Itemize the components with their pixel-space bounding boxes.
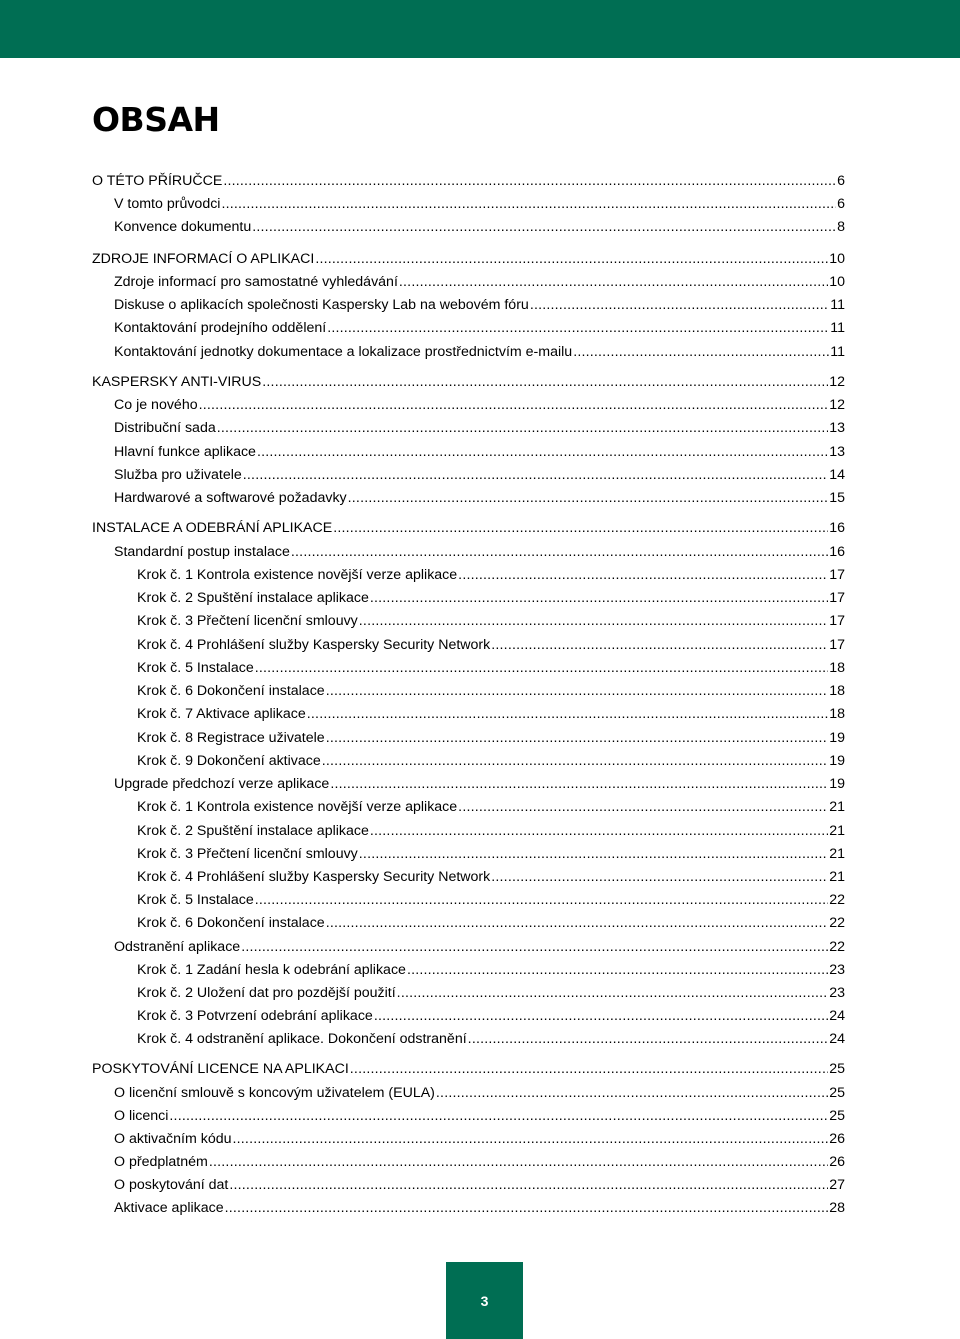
toc-entry-title: Krok č. 3 Přečtení licenční smlouvy	[137, 846, 358, 862]
toc-entry-title: O licenční smlouvě s koncovým uživatelem (EULA)	[114, 1085, 435, 1101]
toc-dot-leader	[407, 961, 828, 979]
toc-entry-page: 13	[829, 444, 845, 460]
toc-entry-page: 19	[829, 776, 845, 792]
toc-entry-page: 17	[829, 567, 845, 583]
toc-entry-title: INSTALACE A ODEBRÁNÍ APLIKACE	[92, 520, 333, 536]
toc-entry-page: 23	[829, 962, 845, 978]
toc-entry[interactable]	[137, 750, 845, 770]
toc-entry-page: 23	[829, 985, 845, 1001]
toc-entry[interactable]	[114, 394, 845, 414]
toc-entry-page: 16	[829, 544, 845, 560]
toc-entry[interactable]	[92, 248, 845, 268]
toc-entry-title: Hlavní funkce aplikace	[114, 444, 256, 460]
toc-entry[interactable]	[114, 417, 845, 437]
toc-entry-page: 11	[830, 297, 845, 313]
toc-entry-page: 18	[829, 683, 845, 699]
toc-entry-title: Krok č. 6 Dokončení instalace	[137, 915, 325, 931]
toc-entry-page: 18	[829, 660, 845, 676]
toc-dot-leader	[255, 659, 829, 677]
toc-entry[interactable]	[114, 193, 845, 213]
toc-entry-title: Krok č. 1 Kontrola existence novější verze aplikace	[137, 799, 458, 815]
toc-dot-leader	[397, 984, 829, 1002]
toc-dot-leader	[221, 195, 836, 213]
toc-entry-title: Krok č. 4 Prohlášení služby Kaspersky Security Network	[137, 637, 491, 653]
toc-entry-title: Co je nového	[114, 397, 198, 413]
toc-entry-title: Krok č. 4 Prohlášení služby Kaspersky Security Network	[137, 869, 491, 885]
toc-entry-title: Krok č. 1 Zadání hesla k odebrání aplikace	[137, 962, 406, 978]
toc-entry[interactable]	[137, 727, 845, 747]
toc-dot-leader	[233, 1130, 829, 1148]
toc-entry[interactable]	[114, 441, 845, 461]
toc-entry[interactable]	[114, 1082, 845, 1102]
toc-entry-title: Aktivace aplikace	[114, 1200, 224, 1216]
toc-entry-page: 25	[829, 1061, 845, 1077]
toc-entry[interactable]	[137, 843, 845, 863]
toc-dot-leader	[209, 1153, 828, 1171]
toc-dot-leader	[326, 729, 829, 747]
toc-entry-page: 14	[829, 467, 845, 483]
toc-entry-title: V tomto průvodci	[114, 196, 221, 212]
toc-dot-leader	[327, 319, 829, 337]
toc-entry-title: ZDROJE INFORMACÍ O APLIKACI	[92, 251, 315, 267]
toc-entry[interactable]	[137, 889, 845, 909]
header-bar	[0, 0, 960, 58]
toc-entry[interactable]	[114, 1197, 845, 1217]
toc-dot-leader	[326, 682, 829, 700]
toc-entry-title: O TÉTO PŘÍRUČCE	[92, 173, 223, 189]
toc-entry-title: Krok č. 6 Dokončení instalace	[137, 683, 325, 699]
toc-dot-leader	[199, 396, 829, 414]
toc-entry-title: Krok č. 2 Spuštění instalace aplikace	[137, 823, 369, 839]
toc-dot-leader	[322, 752, 828, 770]
toc-entry[interactable]	[114, 464, 845, 484]
toc-entry-title: Odstranění aplikace	[114, 939, 241, 955]
toc-entry-title: Kontaktování jednotky dokumentace a lokalizace prostřednictvím e-mailu	[114, 344, 573, 360]
toc-dot-leader	[370, 589, 828, 607]
toc-dot-leader	[315, 250, 828, 268]
toc-entry-page: 28	[829, 1200, 845, 1216]
toc-entry-title: Zdroje informací pro samostatné vyhledávání	[114, 274, 398, 290]
toc-dot-leader	[333, 519, 828, 537]
toc-entry[interactable]	[114, 1128, 845, 1148]
toc-entry[interactable]	[137, 680, 845, 700]
toc-entry[interactable]	[114, 271, 845, 291]
toc-entry-title: Krok č. 3 Přečtení licenční smlouvy	[137, 613, 358, 629]
toc-dot-leader	[262, 373, 828, 391]
toc-entry-page: 10	[829, 251, 845, 267]
toc-dot-leader	[491, 636, 828, 654]
toc-entry-page: 6	[837, 173, 845, 189]
toc-dot-leader	[241, 938, 828, 956]
toc-dot-leader	[217, 419, 828, 437]
toc-entry-page: 26	[829, 1131, 845, 1147]
toc-entry-page: 21	[829, 869, 845, 885]
toc-entry-title: Distribuční sada	[114, 420, 216, 436]
toc-entry[interactable]	[92, 170, 845, 190]
toc-entry-page: 15	[829, 490, 845, 506]
toc-dot-leader	[491, 868, 828, 886]
toc-entry-title: POSKYTOVÁNÍ LICENCE NA APLIKACI	[92, 1061, 349, 1077]
toc-entry[interactable]	[114, 317, 845, 337]
toc-entry-title: Krok č. 9 Dokončení aktivace	[137, 753, 321, 769]
toc-entry[interactable]	[114, 773, 845, 793]
toc-entry-page: 17	[829, 590, 845, 606]
toc-entry-title: O poskytování dat	[114, 1177, 229, 1193]
toc-dot-leader	[468, 1030, 829, 1048]
toc-entry[interactable]	[137, 982, 845, 1002]
toc-entry-title: KASPERSKY ANTI-VIRUS	[92, 374, 262, 390]
toc-dot-leader	[348, 489, 829, 507]
toc-entry-page: 19	[829, 753, 845, 769]
toc-dot-leader	[359, 612, 828, 630]
toc-entry[interactable]	[92, 371, 845, 391]
toc-entry-title: O aktivačním kódu	[114, 1131, 232, 1147]
toc-entry-page: 17	[829, 613, 845, 629]
toc-entry-page: 12	[829, 374, 845, 390]
toc-entry-page: 18	[829, 706, 845, 722]
toc-dot-leader	[573, 343, 829, 361]
toc-entry[interactable]	[137, 610, 845, 630]
toc-entry-title: Krok č. 4 odstranění aplikace. Dokončení odstranění	[137, 1031, 467, 1047]
toc-entry-page: 24	[829, 1008, 845, 1024]
toc-entry-page: 22	[829, 915, 845, 931]
toc-entry-page: 11	[830, 344, 845, 360]
toc-entry-title: O předplatném	[114, 1154, 208, 1170]
toc-entry[interactable]	[114, 1151, 845, 1171]
toc-entry-title: Krok č. 5 Instalace	[137, 660, 254, 676]
toc-entry-title: Krok č. 5 Instalace	[137, 892, 254, 908]
toc-dot-leader	[229, 1176, 828, 1194]
toc-entry[interactable]	[137, 587, 845, 607]
toc-entry-title: Krok č. 1 Kontrola existence novější verze aplikace	[137, 567, 458, 583]
toc-dot-leader	[326, 914, 829, 932]
toc-dot-leader	[225, 1199, 829, 1217]
toc-entry-title: Krok č. 3 Potvrzení odebrání aplikace	[137, 1008, 373, 1024]
toc-entry-page: 13	[829, 420, 845, 436]
toc-entry-page: 6	[837, 196, 845, 212]
toc-entry-page: 10	[829, 274, 845, 290]
toc-dot-leader	[374, 1007, 828, 1025]
toc-entry[interactable]	[114, 1105, 845, 1125]
toc-dot-leader	[255, 891, 829, 909]
toc-entry-title: Kontaktování prodejního oddělení	[114, 320, 327, 336]
toc-entry[interactable]	[114, 541, 845, 561]
toc-entry-page: 17	[829, 637, 845, 653]
toc-entry-page: 21	[829, 823, 845, 839]
toc-dot-leader	[530, 296, 829, 314]
toc-entry[interactable]	[114, 487, 845, 507]
toc-dot-leader	[330, 775, 828, 793]
toc-dot-leader	[252, 218, 836, 236]
toc-entry-page: 27	[829, 1177, 845, 1193]
toc-dot-leader	[291, 543, 828, 561]
toc-entry-title: O licenci	[114, 1108, 169, 1124]
toc-dot-leader	[458, 798, 828, 816]
page-title: OBSAH	[92, 100, 220, 139]
toc-dot-leader	[307, 705, 828, 723]
toc-entry-title: Krok č. 2 Spuštění instalace aplikace	[137, 590, 369, 606]
toc-entry[interactable]	[114, 341, 845, 361]
toc-entry-page: 25	[829, 1108, 845, 1124]
toc-entry-page: 8	[837, 219, 845, 235]
toc-dot-leader	[436, 1084, 828, 1102]
toc-dot-leader	[399, 273, 828, 291]
toc-dot-leader	[243, 466, 828, 484]
toc-entry[interactable]	[114, 216, 845, 236]
toc-entry[interactable]	[137, 866, 845, 886]
toc-entry-page: 22	[829, 892, 845, 908]
toc-entry[interactable]	[92, 517, 845, 537]
toc-entry-page: 22	[829, 939, 845, 955]
toc-entry-page: 21	[829, 846, 845, 862]
toc-entry[interactable]	[137, 912, 845, 932]
toc-entry-title: Standardní postup instalace	[114, 544, 290, 560]
toc-dot-leader	[169, 1107, 828, 1125]
toc-entry-page: 25	[829, 1085, 845, 1101]
toc-dot-leader	[370, 822, 828, 840]
toc-entry-title: Služba pro uživatele	[114, 467, 242, 483]
toc-entry-title: Konvence dokumentu	[114, 219, 252, 235]
toc-dot-leader	[458, 566, 828, 584]
toc-entry[interactable]	[92, 1058, 845, 1078]
toc-entry-page: 26	[829, 1154, 845, 1170]
toc-entry-page: 24	[829, 1031, 845, 1047]
toc-dot-leader	[257, 443, 828, 461]
toc-dot-leader	[223, 172, 836, 190]
toc-entry-page: 11	[830, 320, 845, 336]
toc-entry[interactable]	[114, 1174, 845, 1194]
toc-entry-title: Upgrade předchozí verze aplikace	[114, 776, 330, 792]
toc-entry-title: Hardwarové a softwarové požadavky	[114, 490, 347, 506]
toc-entry[interactable]	[137, 634, 845, 654]
toc-entry-page: 12	[829, 397, 845, 413]
page-number-badge	[446, 1262, 523, 1339]
toc-entry[interactable]	[137, 959, 845, 979]
toc-entry-title: Diskuse o aplikacích společnosti Kaspersky Lab na webovém fóru	[114, 297, 529, 313]
toc-entry[interactable]	[137, 820, 845, 840]
toc-entry[interactable]	[137, 1005, 845, 1025]
toc-dot-leader	[359, 845, 828, 863]
toc-entry-title: Krok č. 8 Registrace uživatele	[137, 730, 325, 746]
toc-entry-page: 19	[829, 730, 845, 746]
toc-entry[interactable]	[114, 936, 845, 956]
page-number: 3	[480, 1292, 489, 1309]
toc-dot-leader	[350, 1060, 828, 1078]
toc-entry-title: Krok č. 7 Aktivace aplikace	[137, 706, 306, 722]
toc-entry[interactable]	[137, 564, 845, 584]
toc-entry[interactable]	[137, 1028, 845, 1048]
toc-entry-page: 16	[829, 520, 845, 536]
toc-entry-page: 21	[829, 799, 845, 815]
toc-entry[interactable]	[137, 796, 845, 816]
toc-entry[interactable]	[137, 657, 845, 677]
toc-entry-title: Krok č. 2 Uložení dat pro pozdější použití	[137, 985, 396, 1001]
toc-entry[interactable]	[137, 703, 845, 723]
toc-entry[interactable]	[114, 294, 845, 314]
